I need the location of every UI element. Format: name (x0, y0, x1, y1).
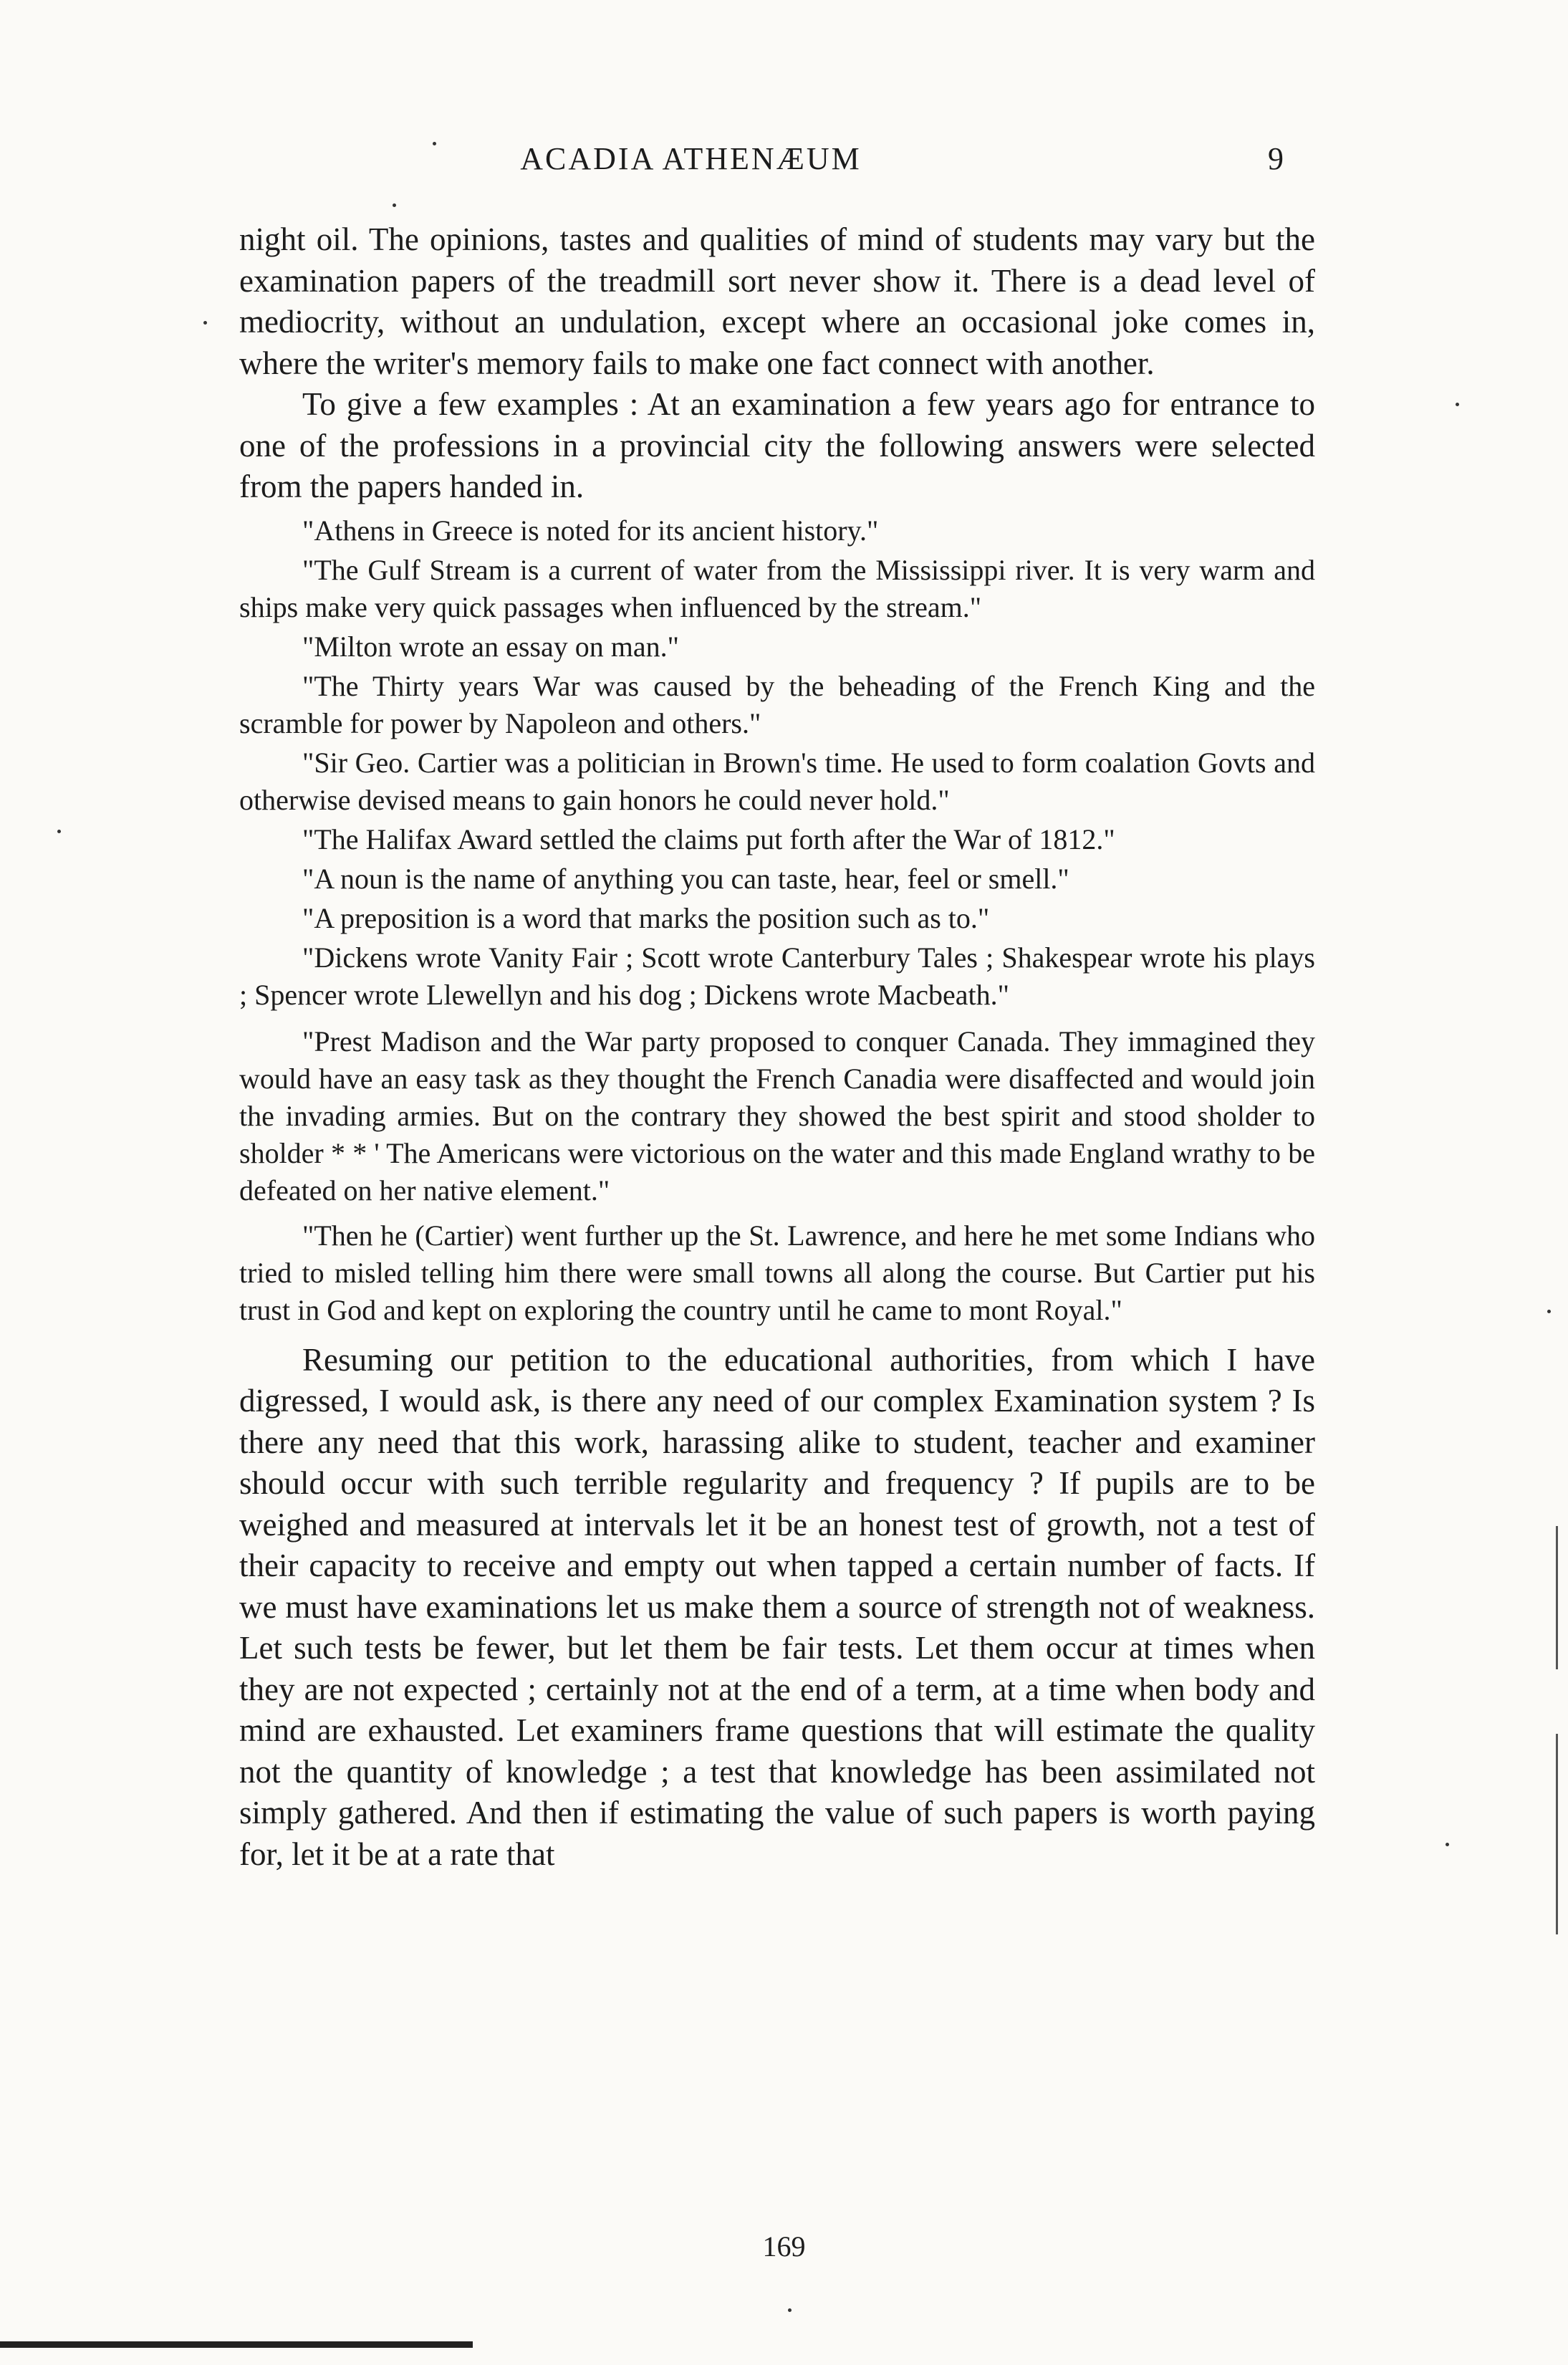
quoted-answer: "Dickens wrote Vanity Fair ; Scott wrote Canterbury Tales ; Shakespear wrote his plays ; Spencer wrote Llewellyn and his dog ; Dickens wrote Macbeath." (239, 941, 1315, 1011)
scan-edge-mark (1556, 1526, 1558, 1669)
scan-speck (433, 142, 436, 145)
scan-speck (1456, 403, 1459, 406)
scan-speck (393, 203, 396, 207)
article-body (239, 219, 1315, 1875)
quoted-answer: "Then he (Cartier) went further up the St. Lawrence, and here he met some Indians who tried to misled telling him there were small towns all along the course. But Cartier put his trust in God and kept on exploring the country until he came to mont Royal." (239, 1219, 1315, 1326)
page-number: 9 (1268, 141, 1284, 176)
running-header (0, 140, 1568, 191)
quoted-answer: "Sir Geo. Cartier was a politician in Brown's time. He used to form coalation Govts and otherwise devised means to gain honors he could never hold." (239, 746, 1315, 816)
quoted-answer: "Milton wrote an essay on man." (302, 630, 679, 663)
scan-speck (57, 830, 61, 833)
quoted-answer: "A noun is the name of anything you can taste, hear, feel or smell." (302, 862, 1069, 895)
quoted-answer: "The Halifax Award settled the claims put forth after the War of 1812." (302, 822, 1115, 855)
scan-bottom-rule (0, 2341, 473, 2348)
paragraph-continuation: night oil. The opinions, tastes and qualities of mind of students may vary but the examination papers of the treadmill sort never show it. There is a dead level of mediocrity, without an undulation, except where an occasional joke comes in, where the writer's memory fails to make one fact connect with another. (239, 221, 1315, 381)
running-title: ACADIA ATHENÆUM (520, 141, 862, 176)
paragraph-petition: Resuming our petition to the educational authorities, from which I have digressed, I would ask, is there any need of our complex Examination system ? Is there any need that this work, harassing alike to student, teacher and examiner should occur with such terrible regularity and frequency ? If pupils are to be weighed and measured at intervals let it be an honest test of growth, not a test of their capacity to receive and empty out when tapped a certain number of facts. If we must have examinations let us make them a source of strength not of weakness. Let such tests be fewer, but let them be fair tests. Let them occur at times when they are not expected ; certainly not at the end of a term, at a time when body and mind are exhausted. Let examiners frame questions that will estimate the quality not the quantity of knowledge ; a test that knowledge has been assimilated not simply gathered. And then if estimating the value of such papers is worth paying for, let it be at a rate that (239, 1341, 1315, 1872)
quoted-answer: "The Thirty years War was caused by the beheading of the French King and the scramble for power by Napoleon and others." (239, 669, 1315, 739)
scan-speck (203, 321, 207, 325)
scan-speck (788, 2308, 792, 2312)
quoted-answer: "The Gulf Stream is a current of water from the Mississippi river. It is very warm and ships make very quick passages when influenced by the stream." (239, 553, 1315, 623)
scan-speck (1547, 1310, 1551, 1313)
paragraph-examples-intro: To give a few examples : At an examination a few years ago for entrance to one of the professions in a provincial city the following answers were selected from the papers handed in. (239, 386, 1315, 504)
quoted-answer: "Athens in Greece is noted for its ancient history." (302, 514, 879, 547)
quoted-answer: "A preposition is a word that marks the position such as to." (302, 901, 990, 934)
page-folio: 169 (762, 2230, 806, 2263)
scan-speck (1446, 1843, 1449, 1846)
quoted-answer: "Prest Madison and the War party proposed to conquer Canada. They immagined they would have an easy task as they thought the French Canadia were disaffected and would join the invading armies. But on the contrary they showed the best spirit and stood sholder to sholder * * ' The Americans were victorious on the water and this made England wrathy to be defeated on her native element." (239, 1025, 1315, 1207)
scan-edge-mark (1556, 1734, 1558, 1934)
